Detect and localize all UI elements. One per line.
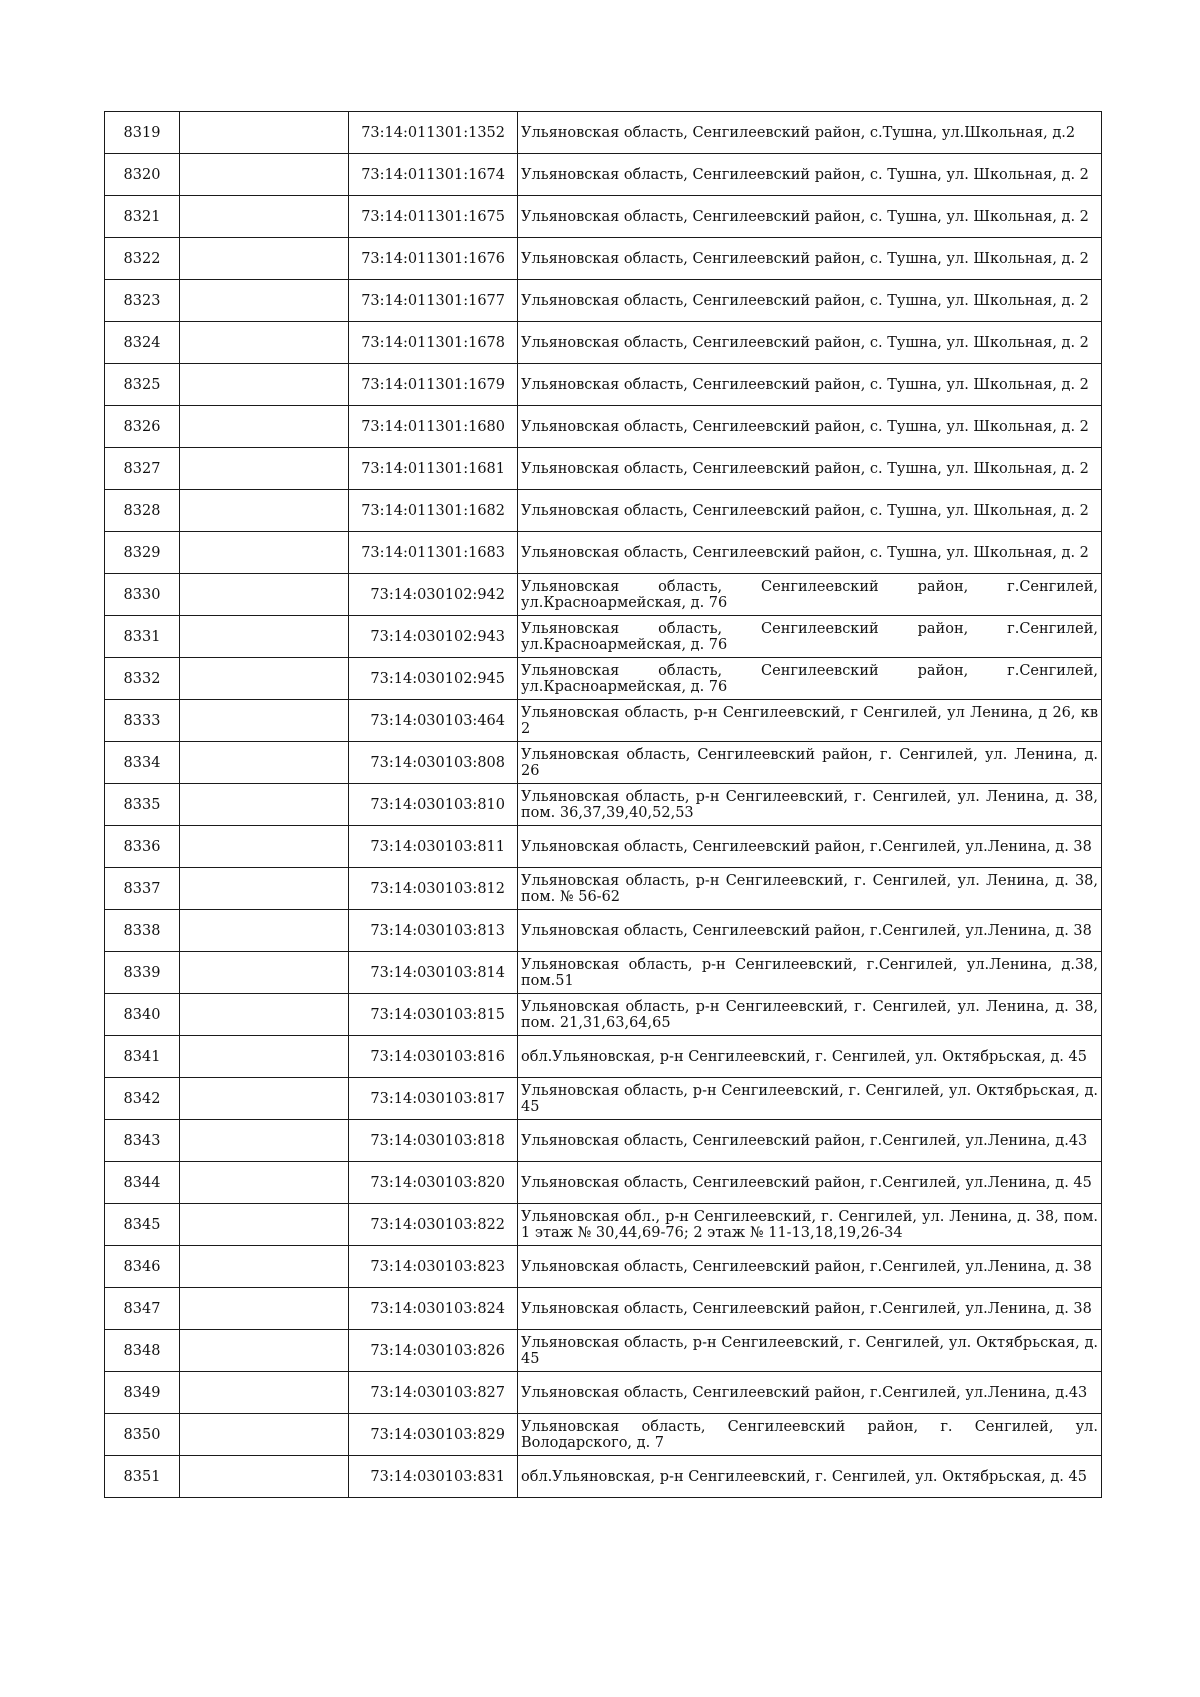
address-cell: Ульяновская область, Сенгилеевский район, г.Сенгилей, ул.Красноармейская, д. 76 — [518, 616, 1102, 658]
cadastral-number-cell: 73:14:030103:816 — [349, 1036, 518, 1078]
cadastral-number-cell: 73:14:030102:942 — [349, 574, 518, 616]
row-number-cell: 8322 — [105, 238, 180, 280]
row-number-cell: 8337 — [105, 868, 180, 910]
address-cell: Ульяновская область, р-н Сенгилеевский, г. Сенгилей, ул. Октябрьская, д. 45 — [518, 1078, 1102, 1120]
empty-cell — [180, 1078, 349, 1120]
row-number-cell: 8329 — [105, 532, 180, 574]
table-row — [105, 868, 1102, 910]
address-cell: Ульяновская область, Сенгилеевский район, с. Тушна, ул. Школьная, д. 2 — [518, 196, 1102, 238]
address-cell: Ульяновская область, Сенгилеевский район, с. Тушна, ул. Школьная, д. 2 — [518, 154, 1102, 196]
cadastral-number-cell: 73:14:011301:1679 — [349, 364, 518, 406]
row-number-cell: 8344 — [105, 1162, 180, 1204]
registry-table-body — [105, 112, 1102, 1498]
address-cell: Ульяновская область, р-н Сенгилеевский, г Сенгилей, ул Ленина, д 26, кв 2 — [518, 700, 1102, 742]
empty-cell — [180, 658, 349, 700]
cadastral-number-cell: 73:14:030102:945 — [349, 658, 518, 700]
empty-cell — [180, 994, 349, 1036]
address-cell: Ульяновская область, Сенгилеевский район, г.Сенгилей, ул.Ленина, д.43 — [518, 1372, 1102, 1414]
cadastral-number-cell: 73:14:030103:813 — [349, 910, 518, 952]
empty-cell — [180, 406, 349, 448]
row-number-cell: 8339 — [105, 952, 180, 994]
address-cell: Ульяновская область, Сенгилеевский район, с. Тушна, ул. Школьная, д. 2 — [518, 406, 1102, 448]
row-number-cell: 8324 — [105, 322, 180, 364]
row-number-cell: 8325 — [105, 364, 180, 406]
cadastral-number-cell: 73:14:011301:1352 — [349, 112, 518, 154]
address-cell: Ульяновская область, Сенгилеевский район, с. Тушна, ул. Школьная, д. 2 — [518, 280, 1102, 322]
empty-cell — [180, 1120, 349, 1162]
empty-cell — [180, 574, 349, 616]
row-number-cell: 8332 — [105, 658, 180, 700]
address-cell: Ульяновская область, Сенгилеевский район, с. Тушна, ул. Школьная, д. 2 — [518, 448, 1102, 490]
empty-cell — [180, 154, 349, 196]
cadastral-number-cell: 73:14:030103:814 — [349, 952, 518, 994]
row-number-cell: 8326 — [105, 406, 180, 448]
table-row — [105, 490, 1102, 532]
cadastral-number-cell: 73:14:030103:464 — [349, 700, 518, 742]
address-cell: Ульяновская область, р-н Сенгилеевский, г.Сенгилей, ул.Ленина, д.38, пом.51 — [518, 952, 1102, 994]
table-row — [105, 658, 1102, 700]
empty-cell — [180, 1456, 349, 1498]
property-registry-table — [104, 111, 1102, 1498]
empty-cell — [180, 196, 349, 238]
cadastral-number-cell: 73:14:030103:827 — [349, 1372, 518, 1414]
table-row — [105, 1204, 1102, 1246]
cadastral-number-cell: 73:14:030103:815 — [349, 994, 518, 1036]
cadastral-number-cell: 73:14:011301:1680 — [349, 406, 518, 448]
address-cell: Ульяновская область, Сенгилеевский район, г.Сенгилей, ул.Ленина, д. 38 — [518, 1288, 1102, 1330]
table-row — [105, 994, 1102, 1036]
address-cell: Ульяновская область, Сенгилеевский район, с. Тушна, ул. Школьная, д. 2 — [518, 364, 1102, 406]
table-row — [105, 1078, 1102, 1120]
row-number-cell: 8351 — [105, 1456, 180, 1498]
row-number-cell: 8331 — [105, 616, 180, 658]
address-cell: Ульяновская область, Сенгилеевский район, с. Тушна, ул. Школьная, д. 2 — [518, 532, 1102, 574]
row-number-cell: 8338 — [105, 910, 180, 952]
table-row — [105, 1162, 1102, 1204]
empty-cell — [180, 112, 349, 154]
table-row — [105, 196, 1102, 238]
empty-cell — [180, 532, 349, 574]
address-cell: Ульяновская область, Сенгилеевский район, г.Сенгилей, ул.Ленина, д. 38 — [518, 910, 1102, 952]
cadastral-number-cell: 73:14:030103:829 — [349, 1414, 518, 1456]
row-number-cell: 8340 — [105, 994, 180, 1036]
empty-cell — [180, 490, 349, 532]
table-row — [105, 238, 1102, 280]
row-number-cell: 8327 — [105, 448, 180, 490]
cadastral-number-cell: 73:14:011301:1676 — [349, 238, 518, 280]
address-cell: Ульяновская область, Сенгилеевский район, с. Тушна, ул. Школьная, д. 2 — [518, 238, 1102, 280]
empty-cell — [180, 1036, 349, 1078]
row-number-cell: 8342 — [105, 1078, 180, 1120]
empty-cell — [180, 1288, 349, 1330]
cadastral-number-cell: 73:14:030103:811 — [349, 826, 518, 868]
table-row — [105, 700, 1102, 742]
cadastral-number-cell: 73:14:011301:1682 — [349, 490, 518, 532]
empty-cell — [180, 952, 349, 994]
row-number-cell: 8346 — [105, 1246, 180, 1288]
address-cell: Ульяновская область, Сенгилеевский район, г.Сенгилей, ул.Ленина, д.43 — [518, 1120, 1102, 1162]
table-row — [105, 1246, 1102, 1288]
table-row — [105, 574, 1102, 616]
table-row — [105, 1288, 1102, 1330]
row-number-cell: 8335 — [105, 784, 180, 826]
row-number-cell: 8348 — [105, 1330, 180, 1372]
cadastral-number-cell: 73:14:030103:831 — [349, 1456, 518, 1498]
empty-cell — [180, 448, 349, 490]
table-row — [105, 1120, 1102, 1162]
row-number-cell: 8320 — [105, 154, 180, 196]
cadastral-number-cell: 73:14:030103:810 — [349, 784, 518, 826]
cadastral-number-cell: 73:14:030103:817 — [349, 1078, 518, 1120]
address-cell: Ульяновская область, Сенгилеевский район, г.Сенгилей, ул.Ленина, д. 45 — [518, 1162, 1102, 1204]
table-row — [105, 280, 1102, 322]
table-row — [105, 448, 1102, 490]
table-row — [105, 1372, 1102, 1414]
table-row — [105, 1036, 1102, 1078]
row-number-cell: 8341 — [105, 1036, 180, 1078]
row-number-cell: 8343 — [105, 1120, 180, 1162]
address-cell: Ульяновская область, Сенгилеевский район, с. Тушна, ул. Школьная, д. 2 — [518, 322, 1102, 364]
table-row — [105, 532, 1102, 574]
row-number-cell: 8334 — [105, 742, 180, 784]
row-number-cell: 8349 — [105, 1372, 180, 1414]
row-number-cell: 8321 — [105, 196, 180, 238]
cadastral-number-cell: 73:14:011301:1674 — [349, 154, 518, 196]
row-number-cell: 8336 — [105, 826, 180, 868]
empty-cell — [180, 700, 349, 742]
empty-cell — [180, 742, 349, 784]
cadastral-number-cell: 73:14:030103:822 — [349, 1204, 518, 1246]
empty-cell — [180, 910, 349, 952]
row-number-cell: 8330 — [105, 574, 180, 616]
address-cell: Ульяновская область, Сенгилеевский район, г.Сенгилей, ул.Красноармейская, д. 76 — [518, 574, 1102, 616]
row-number-cell: 8350 — [105, 1414, 180, 1456]
cadastral-number-cell: 73:14:030103:818 — [349, 1120, 518, 1162]
empty-cell — [180, 280, 349, 322]
row-number-cell: 8328 — [105, 490, 180, 532]
cadastral-number-cell: 73:14:011301:1683 — [349, 532, 518, 574]
table-row — [105, 742, 1102, 784]
cadastral-number-cell: 73:14:030103:808 — [349, 742, 518, 784]
cadastral-number-cell: 73:14:030103:826 — [349, 1330, 518, 1372]
address-cell: обл.Ульяновская, р-н Сенгилеевский, г. Сенгилей, ул. Октябрьская, д. 45 — [518, 1456, 1102, 1498]
address-cell: Ульяновская область, р-н Сенгилеевский, г. Сенгилей, ул. Ленина, д. 38, пом. 36,37,39,40,52,53 — [518, 784, 1102, 826]
cadastral-number-cell: 73:14:011301:1677 — [349, 280, 518, 322]
empty-cell — [180, 868, 349, 910]
empty-cell — [180, 1330, 349, 1372]
empty-cell — [180, 322, 349, 364]
cadastral-number-cell: 73:14:030102:943 — [349, 616, 518, 658]
cadastral-number-cell: 73:14:011301:1678 — [349, 322, 518, 364]
table-row — [105, 322, 1102, 364]
table-row — [105, 952, 1102, 994]
empty-cell — [180, 1372, 349, 1414]
row-number-cell: 8323 — [105, 280, 180, 322]
table-row — [105, 616, 1102, 658]
address-cell: обл.Ульяновская, р-н Сенгилеевский, г. Сенгилей, ул. Октябрьская, д. 45 — [518, 1036, 1102, 1078]
table-row — [105, 826, 1102, 868]
address-cell: Ульяновская область, р-н Сенгилеевский, г. Сенгилей, ул. Ленина, д. 38, пом. 21,31,63,64,65 — [518, 994, 1102, 1036]
table-row — [105, 1414, 1102, 1456]
table-row — [105, 1330, 1102, 1372]
row-number-cell: 8347 — [105, 1288, 180, 1330]
empty-cell — [180, 616, 349, 658]
address-cell: Ульяновская область, р-н Сенгилеевский, г. Сенгилей, ул. Ленина, д. 38, пом. № 56-62 — [518, 868, 1102, 910]
table-row — [105, 406, 1102, 448]
row-number-cell: 8319 — [105, 112, 180, 154]
empty-cell — [180, 364, 349, 406]
table-row — [105, 784, 1102, 826]
row-number-cell: 8333 — [105, 700, 180, 742]
address-cell: Ульяновская область, р-н Сенгилеевский, г. Сенгилей, ул. Октябрьская, д. 45 — [518, 1330, 1102, 1372]
empty-cell — [180, 1162, 349, 1204]
empty-cell — [180, 826, 349, 868]
row-number-cell: 8345 — [105, 1204, 180, 1246]
cadastral-number-cell: 73:14:011301:1681 — [349, 448, 518, 490]
address-cell: Ульяновская область, Сенгилеевский район, г. Сенгилей, ул. Володарского, д. 7 — [518, 1414, 1102, 1456]
address-cell: Ульяновская область, Сенгилеевский район, г.Сенгилей, ул.Ленина, д. 38 — [518, 826, 1102, 868]
table-row — [105, 1456, 1102, 1498]
empty-cell — [180, 784, 349, 826]
address-cell: Ульяновская область, Сенгилеевский район, г.Сенгилей, ул.Красноармейская, д. 76 — [518, 658, 1102, 700]
address-cell: Ульяновская область, Сенгилеевский район, г. Сенгилей, ул. Ленина, д. 26 — [518, 742, 1102, 784]
address-cell: Ульяновская обл., р-н Сенгилеевский, г. Сенгилей, ул. Ленина, д. 38, пом. 1 этаж № 30,44,69-76; 2 этаж № 11-13,18,19,26-34 — [518, 1204, 1102, 1246]
empty-cell — [180, 238, 349, 280]
empty-cell — [180, 1414, 349, 1456]
cadastral-number-cell: 73:14:011301:1675 — [349, 196, 518, 238]
cadastral-number-cell: 73:14:030103:820 — [349, 1162, 518, 1204]
address-cell: Ульяновская область, Сенгилеевский район, с.Тушна, ул.Школьная, д.2 — [518, 112, 1102, 154]
table-row — [105, 910, 1102, 952]
empty-cell — [180, 1246, 349, 1288]
table-row — [105, 364, 1102, 406]
cadastral-number-cell: 73:14:030103:824 — [349, 1288, 518, 1330]
empty-cell — [180, 1204, 349, 1246]
cadastral-number-cell: 73:14:030103:823 — [349, 1246, 518, 1288]
table-row — [105, 112, 1102, 154]
table-row — [105, 154, 1102, 196]
cadastral-number-cell: 73:14:030103:812 — [349, 868, 518, 910]
address-cell: Ульяновская область, Сенгилеевский район, г.Сенгилей, ул.Ленина, д. 38 — [518, 1246, 1102, 1288]
address-cell: Ульяновская область, Сенгилеевский район, с. Тушна, ул. Школьная, д. 2 — [518, 490, 1102, 532]
